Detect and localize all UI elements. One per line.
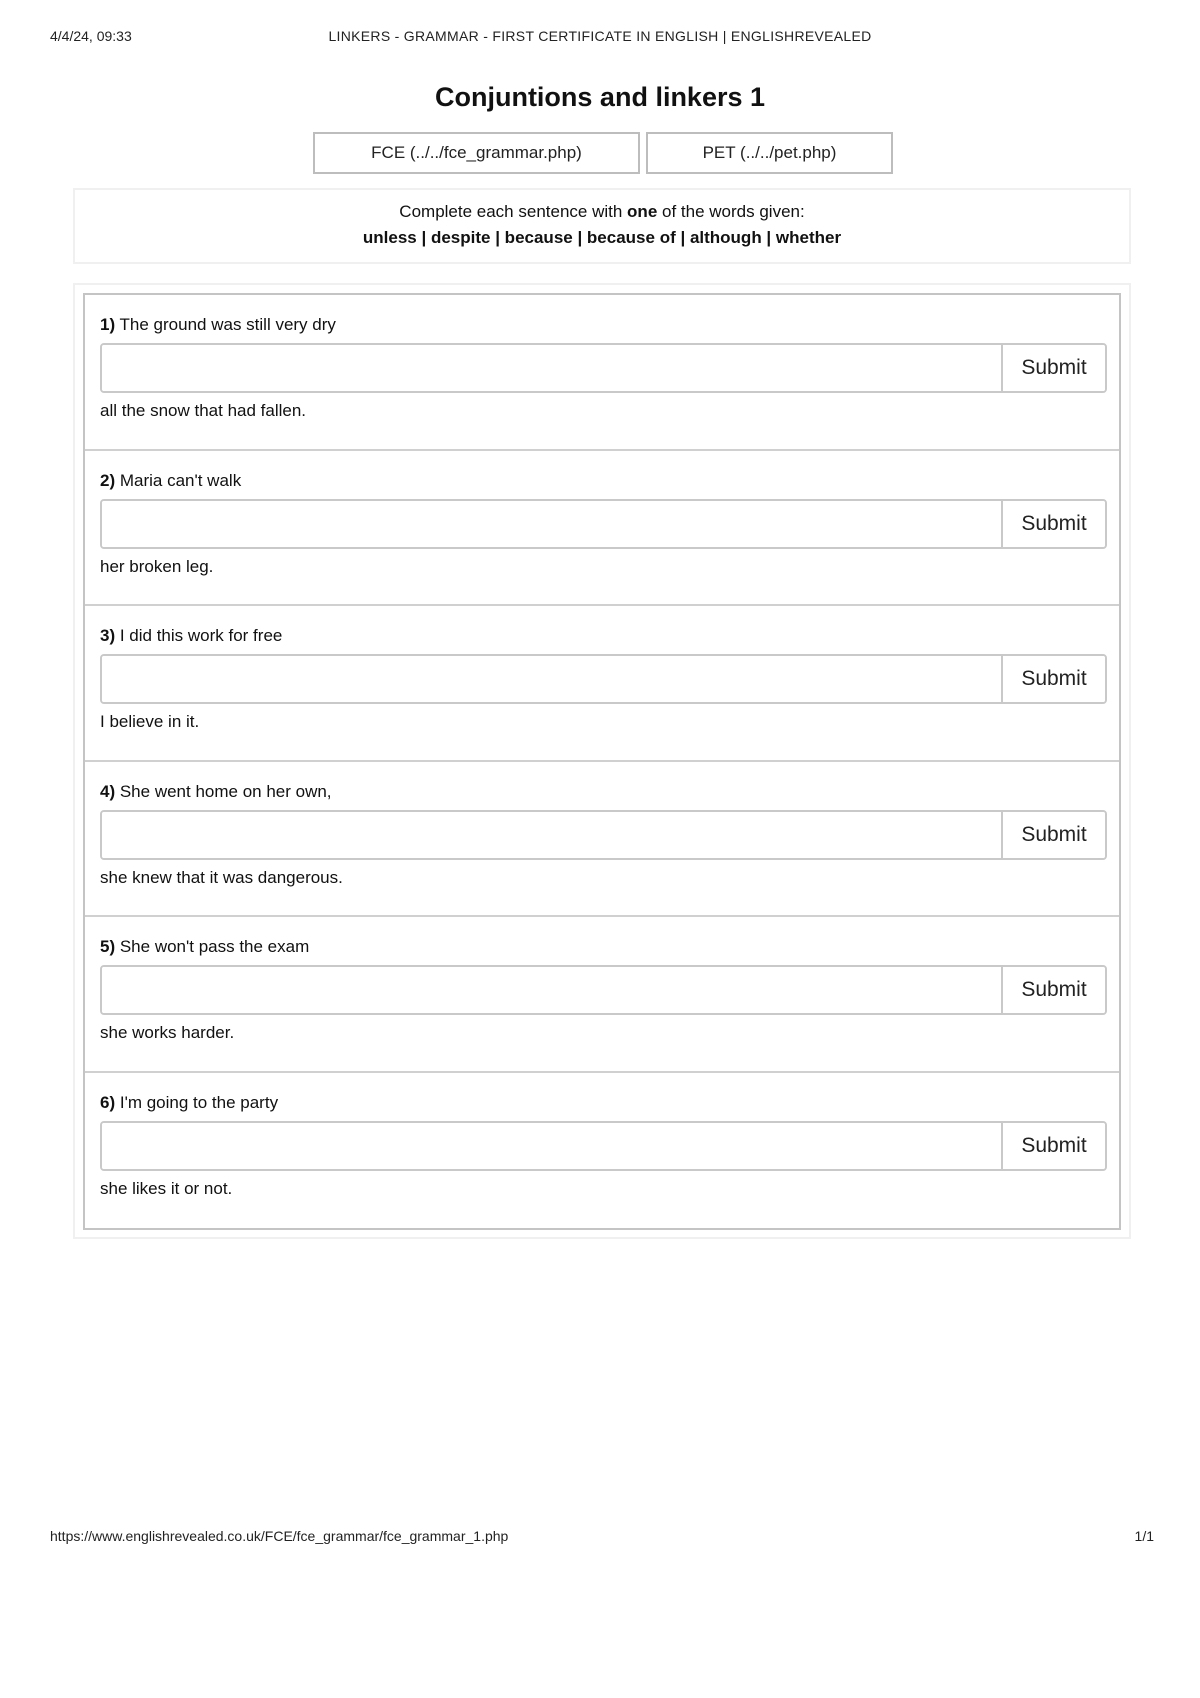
question-ending: I believe in it. [100,712,200,731]
question-item [85,606,1119,762]
nav-link-fce[interactable]: FCE (../../fce_grammar.php) [313,132,640,174]
submit-button[interactable]: Submit [1001,345,1105,391]
print-footer [0,1528,1200,1548]
instructions-prefix: Complete each sentence with [399,202,628,221]
question-prompt [100,1093,278,1113]
answer-input[interactable] [102,656,1001,702]
answer-row [100,1121,1107,1171]
answer-row [100,810,1107,860]
instructions-suffix: of the words given: [657,202,805,221]
print-date: 4/4/24, 09:33 [50,28,132,44]
submit-button[interactable]: Submit [1001,967,1105,1013]
question-prompt [100,471,241,491]
question-prompt [100,315,336,335]
submit-button[interactable]: Submit [1001,812,1105,858]
question-ending: all the snow that had fallen. [100,401,307,420]
submit-button[interactable]: Submit [1001,501,1105,547]
quiz-list [83,293,1121,1230]
answer-input[interactable] [102,812,1001,858]
question-prompt [100,937,309,957]
question-text: Maria can't walk [115,470,242,490]
print-url: https://www.englishrevealed.co.uk/FCE/fce_grammar/fce_grammar_1.php [50,1528,509,1544]
question-text: She went home on her own, [115,781,332,801]
question-item [85,762,1119,918]
print-page-title: LINKERS - GRAMMAR - FIRST CERTIFICATE IN ENGLISH | ENGLISHREVEALED [328,28,872,44]
question-item [85,1073,1119,1229]
level-nav [313,132,893,172]
page-title: Conjuntions and linkers 1 [434,82,766,112]
answer-input[interactable] [102,501,1001,547]
question-text: She won't pass the exam [115,937,310,956]
quiz-container [73,283,1131,1239]
question-prompt [100,626,282,646]
instructions-text [75,202,1129,222]
instructions-box [73,188,1131,264]
question-text: The ground was still very dry [115,315,336,334]
question-number: 5) [100,937,116,956]
submit-button[interactable]: Submit [1001,656,1105,702]
answer-row [100,343,1107,393]
answer-row [100,499,1107,549]
question-number: 6) [100,1092,116,1112]
question-number: 1) [100,315,116,334]
question-ending: her broken leg. [100,556,214,576]
question-number: 4) [100,781,116,801]
submit-button[interactable]: Submit [1001,1123,1105,1169]
question-text: I'm going to the party [115,1092,279,1112]
nav-link-pet[interactable]: PET (../../pet.php) [646,132,893,174]
question-prompt [100,782,332,802]
word-bank: unless | despite | because | because of | although | whether [362,228,842,247]
question-item [85,295,1119,451]
instructions-emphasis: one [627,202,658,221]
question-item [85,451,1119,607]
question-item [85,917,1119,1073]
question-number: 3) [100,626,116,645]
question-number: 2) [100,470,116,490]
answer-input[interactable] [102,345,1001,391]
question-text: I did this work for free [115,626,283,645]
question-ending: she likes it or not. [100,1178,233,1198]
answer-row [100,965,1107,1015]
answer-row [100,654,1107,704]
answer-input[interactable] [102,1123,1001,1169]
question-ending: she knew that it was dangerous. [100,867,343,887]
answer-input[interactable] [102,967,1001,1013]
print-header [0,28,1200,48]
question-ending: she works harder. [100,1023,235,1042]
print-page-number: 1/1 [1134,1528,1154,1544]
